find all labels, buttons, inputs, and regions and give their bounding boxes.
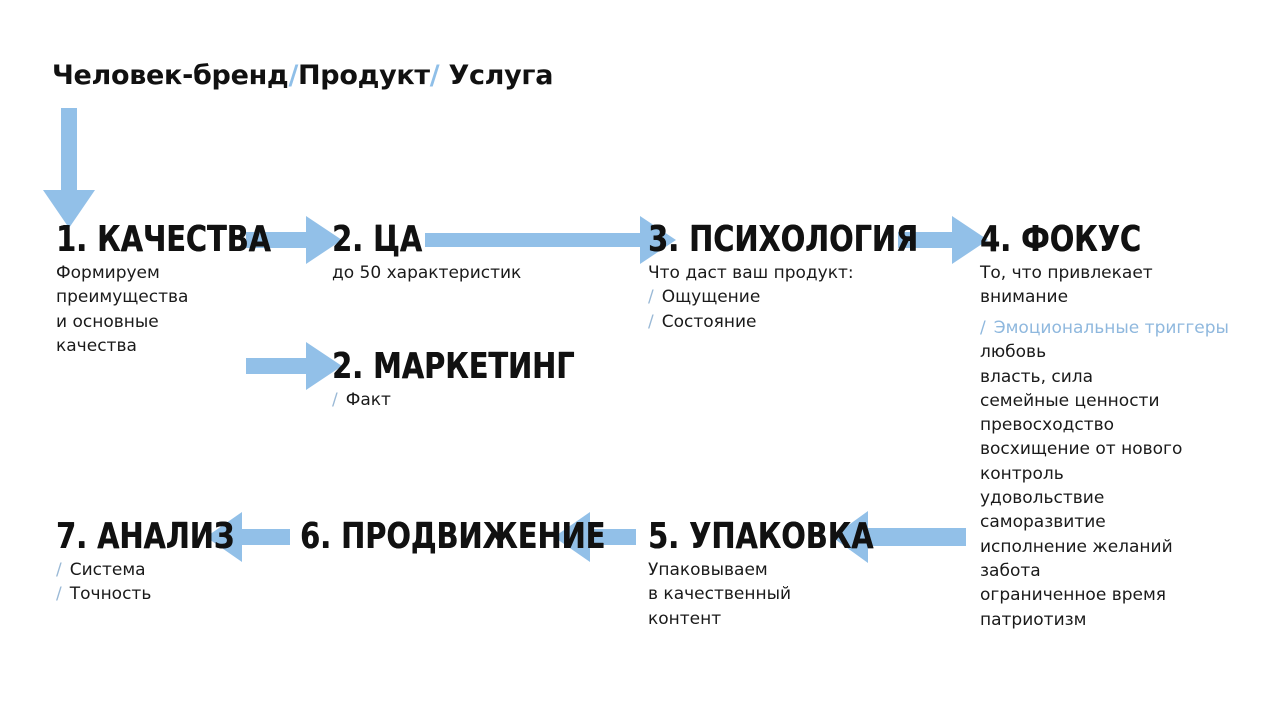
desc-line: Формируем [56, 263, 160, 283]
header-person-brand: Человек-бренд [52, 60, 289, 91]
slash-bullet: / [648, 311, 654, 332]
header-separator: / [429, 60, 440, 91]
trigger-item: патриотизм [980, 609, 1087, 630]
step-psychology-title: 3. ПСИХОЛОГИЯ [648, 219, 919, 260]
arrow-down-to-qualities [43, 108, 95, 228]
step-focus-title: 4. ФОКУС [980, 219, 1141, 260]
step-promotion-title: 6. ПРОДВИЖЕНИЕ [300, 516, 606, 557]
step-psychology-desc [648, 261, 854, 334]
arrow-qualities-to-marketing [246, 342, 342, 390]
step-marketing-desc [332, 388, 391, 412]
step-focus-desc [980, 261, 1153, 310]
list-item [56, 558, 151, 582]
trigger-item: восхищение от нового [980, 439, 1183, 460]
trigger-item: исполнение желаний [980, 536, 1173, 557]
desc-line: качества [56, 335, 137, 356]
list-item-text: Факт [345, 390, 391, 410]
step-packaging-title: 5. УПАКОВКА [648, 516, 874, 557]
header-separator: / [288, 60, 298, 91]
slash-bullet: / [56, 584, 62, 605]
trigger-item: любовь [980, 342, 1047, 363]
trigger-item: саморазвитие [980, 512, 1106, 533]
list-item-text: Ощущение [661, 287, 761, 308]
slash-bullet: / [648, 287, 654, 308]
list-item [648, 285, 854, 309]
desc-line: Что даст ваш продукт: [648, 263, 854, 283]
step-audience-desc [332, 261, 521, 285]
triggers-heading [980, 316, 1229, 340]
step-marketing-title: 2. МАРКЕТИНГ [332, 346, 575, 387]
desc-line: контент [648, 608, 722, 629]
desc-line: То, что привлекает [980, 263, 1153, 283]
desc-line: до 50 характеристик [332, 263, 522, 283]
arrow-audience-to-psychology [425, 216, 676, 264]
list-item-text: Состояние [661, 311, 757, 332]
desc-line: преимущества [56, 287, 189, 308]
step-qualities-title: 1. КАЧЕСТВА [56, 219, 271, 260]
list-item-text: Точность [69, 584, 152, 605]
list-item [648, 310, 854, 334]
trigger-item: контроль [980, 463, 1064, 484]
triggers-heading-text: Эмоциональные триггеры [993, 318, 1229, 338]
step-qualities-desc [56, 261, 188, 358]
step-analysis-desc [56, 558, 151, 607]
list-item-text: Система [69, 560, 146, 580]
list-item [56, 582, 151, 606]
slash-bullet: / [332, 390, 338, 410]
slash-bullet: / [980, 318, 986, 338]
trigger-item: власть, сила [980, 366, 1094, 387]
trigger-item: ограниченное время [980, 585, 1167, 606]
trigger-item: забота [980, 560, 1041, 581]
step-packaging-desc [648, 558, 791, 631]
trigger-item: семейные ценности [980, 390, 1160, 411]
step-audience-title: 2. ЦА [332, 219, 423, 260]
header-service: Услуга [448, 60, 554, 91]
step-analysis-title: 7. АНАЛИЗ [56, 516, 235, 557]
list-item [332, 388, 391, 412]
emotional-triggers-list [980, 316, 1229, 632]
desc-line: Упаковываем [648, 560, 768, 580]
trigger-item: удовольствие [980, 488, 1105, 509]
desc-line: внимание [980, 287, 1069, 308]
slash-bullet: / [56, 560, 62, 580]
diagram-header [52, 60, 553, 91]
trigger-item: превосходство [980, 415, 1115, 436]
header-product: Продукт [298, 60, 430, 91]
desc-line: и основные [56, 311, 159, 332]
desc-line: в качественный [648, 584, 792, 605]
